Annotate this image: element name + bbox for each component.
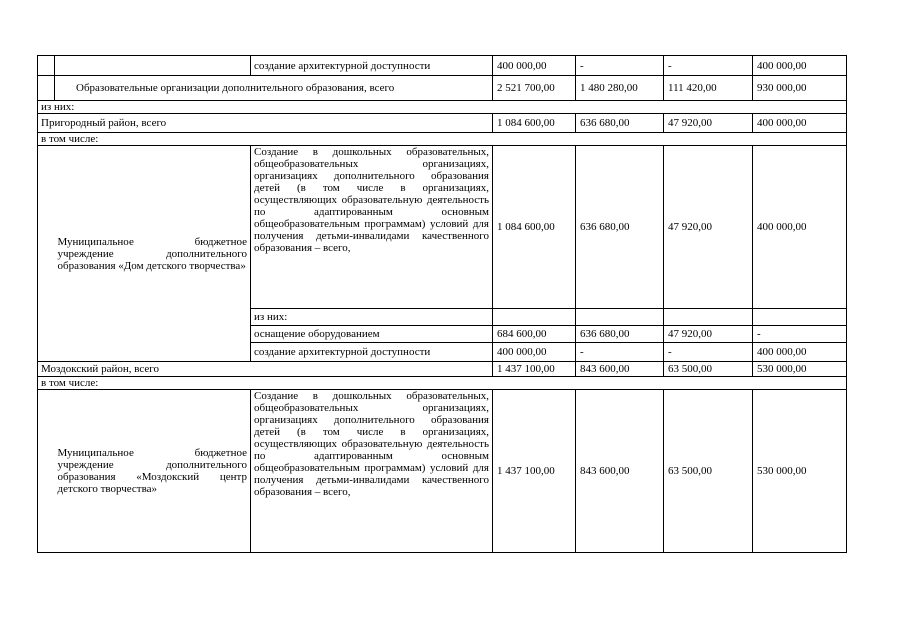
value-cell: 1 480 280,00 — [576, 76, 664, 101]
value-cell: 1 437 100,00 — [493, 362, 576, 377]
row-label: создание архитектурной доступности — [251, 343, 493, 362]
value-cell: 530 000,00 — [753, 390, 847, 553]
empty-cell — [38, 76, 55, 101]
value-cell: 1 084 600,00 — [493, 114, 576, 133]
measure-description: Создание в дошкольных образовательных, общеобразовательных организациях, организациях дополнительного образования детей (в том числе в организациях, осуществляющих образовательную деятельность по адаптированным основным общеобразовательным программам) условий для получения детьми-инвалидами качественного образования – всего, — [251, 146, 493, 309]
table-row-total — [38, 76, 847, 101]
value-cell: 636 680,00 — [576, 146, 664, 309]
subheader-label: из них: — [38, 101, 847, 114]
empty-cell — [753, 309, 847, 326]
value-cell: 843 600,00 — [576, 390, 664, 553]
table-row — [38, 56, 847, 76]
table-row-organization — [38, 390, 847, 553]
value-cell: 400 000,00 — [753, 343, 847, 362]
table-row-organization — [38, 146, 847, 309]
empty-cell — [55, 56, 251, 76]
value-cell: - — [753, 326, 847, 343]
empty-cell — [664, 309, 753, 326]
value-cell: 47 920,00 — [664, 326, 753, 343]
row-label: Пригородный район, всего — [38, 114, 493, 133]
empty-cell — [38, 146, 55, 362]
value-cell: 111 420,00 — [664, 76, 753, 101]
value-cell: 400 000,00 — [753, 56, 847, 76]
value-cell: 684 600,00 — [493, 326, 576, 343]
subheader-label: из них: — [251, 309, 493, 326]
table-row-subheader — [38, 101, 847, 114]
value-cell: 2 521 700,00 — [493, 76, 576, 101]
value-cell: 636 680,00 — [576, 114, 664, 133]
value-cell: 400 000,00 — [493, 343, 576, 362]
value-cell: 843 600,00 — [576, 362, 664, 377]
row-label: оснащение оборудованием — [251, 326, 493, 343]
table-row-district — [38, 362, 847, 377]
subheader-label: в том числе: — [38, 377, 847, 390]
budget-table — [37, 55, 847, 553]
subheader-label: в том числе: — [38, 133, 847, 146]
row-label: создание архитектурной доступности — [251, 56, 493, 76]
value-cell: 47 920,00 — [664, 114, 753, 133]
empty-cell — [493, 309, 576, 326]
table-row-district — [38, 114, 847, 133]
row-label: Образовательные организации дополнительного образования, всего — [55, 76, 493, 101]
table-row-subheader — [38, 377, 847, 390]
value-cell: - — [664, 343, 753, 362]
empty-cell — [38, 56, 55, 76]
value-cell: 400 000,00 — [493, 56, 576, 76]
value-cell: 530 000,00 — [753, 362, 847, 377]
empty-cell — [576, 309, 664, 326]
value-cell: - — [664, 56, 753, 76]
value-cell: 1 437 100,00 — [493, 390, 576, 553]
empty-cell — [38, 390, 55, 553]
value-cell: - — [576, 56, 664, 76]
value-cell: 63 500,00 — [664, 390, 753, 553]
organization-name: Муниципальное бюджетное учреждение дополнительного образования «Моздокский центр детского творчества» — [55, 390, 251, 553]
value-cell: 47 920,00 — [664, 146, 753, 309]
row-label: Моздокский район, всего — [38, 362, 493, 377]
organization-name: Муниципальное бюджетное учреждение дополнительного образования «Дом детского творчества» — [55, 146, 251, 362]
measure-description: Создание в дошкольных образовательных, общеобразовательных организациях, организациях дополнительного образования детей (в том числе в организациях, осуществляющих образовательную деятельность по адаптированным основным общеобразовательным программам) условий для получения детьми-инвалидами качественного образования – всего, — [251, 390, 493, 553]
value-cell: 930 000,00 — [753, 76, 847, 101]
value-cell: 1 084 600,00 — [493, 146, 576, 309]
value-cell: 63 500,00 — [664, 362, 753, 377]
value-cell: 400 000,00 — [753, 146, 847, 309]
value-cell: - — [576, 343, 664, 362]
table-row-subheader — [38, 133, 847, 146]
value-cell: 636 680,00 — [576, 326, 664, 343]
value-cell: 400 000,00 — [753, 114, 847, 133]
